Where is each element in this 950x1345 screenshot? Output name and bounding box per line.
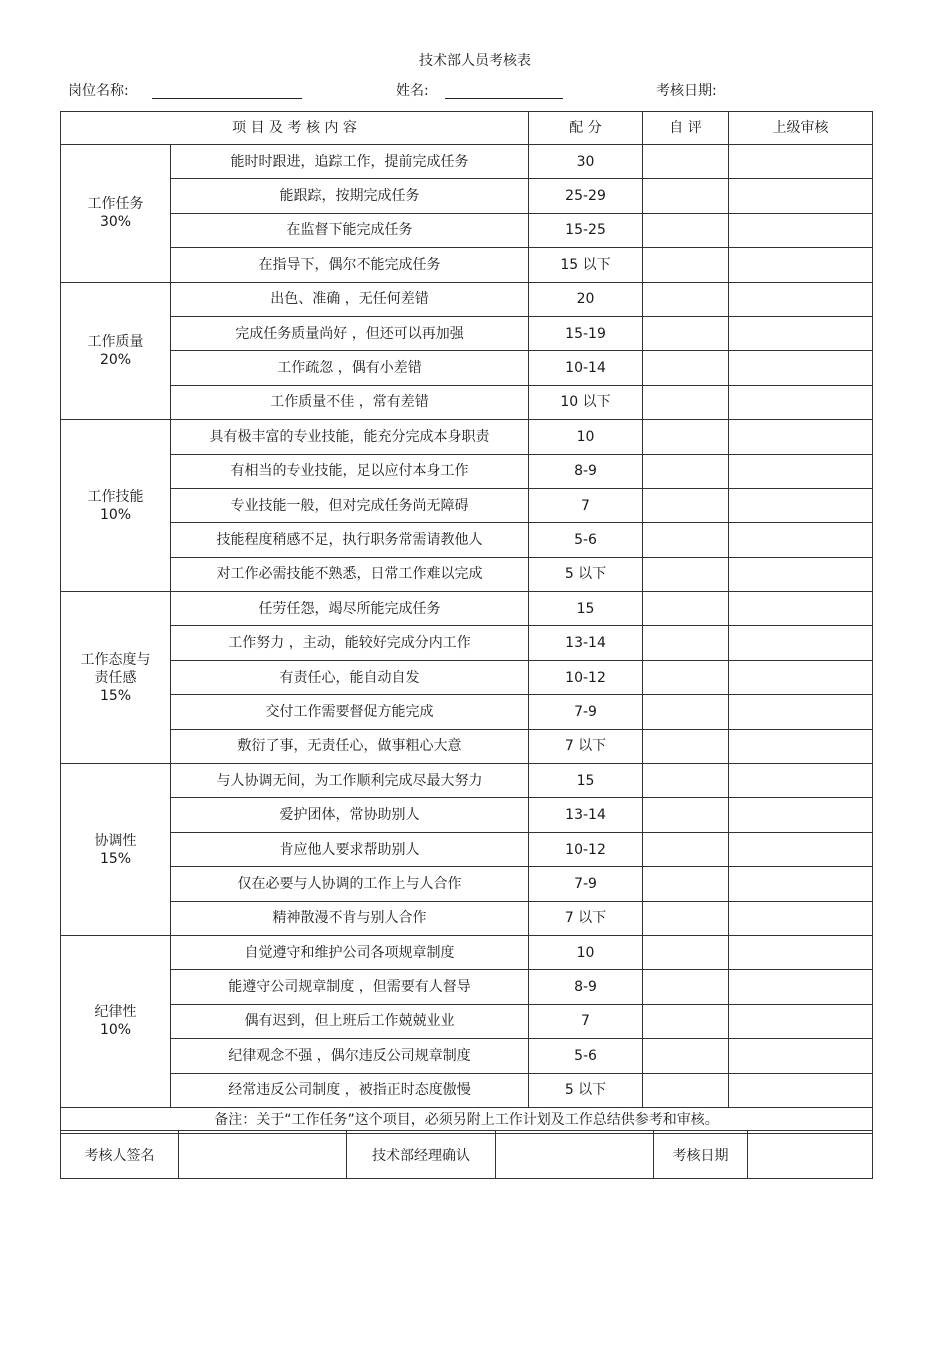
category-name: 工作任务 xyxy=(87,196,144,213)
criterion-description: 纪律观念不强 ，偶尔违反公司规章制度 xyxy=(171,1039,529,1073)
self-assessment-cell[interactable] xyxy=(643,420,729,454)
criterion-description: 工作质量不佳 ，常有差错 xyxy=(171,385,529,419)
self-assessment-cell[interactable] xyxy=(643,592,729,626)
self-assessment-cell[interactable] xyxy=(643,282,729,316)
table-row xyxy=(61,832,873,866)
supervisor-review-cell[interactable] xyxy=(729,385,873,419)
criterion-score: 5-6 xyxy=(529,1039,643,1073)
criterion-description: 敷衍了事，无责任心，做事粗心大意 xyxy=(171,729,529,763)
supervisor-review-cell[interactable] xyxy=(729,179,873,213)
criterion-score: 15 xyxy=(529,764,643,798)
criterion-score: 5-6 xyxy=(529,523,643,557)
signature-table xyxy=(60,1130,873,1179)
supervisor-review-cell[interactable] xyxy=(729,901,873,935)
criterion-score: 7 xyxy=(529,488,643,522)
name-input-line[interactable] xyxy=(445,98,563,99)
category-name-line: 责任感 xyxy=(94,669,137,686)
criterion-score: 25-29 xyxy=(529,179,643,213)
note-text: 备注：关于“工作任务”这个项目，必须另附上工作计划及工作总结供参考和审核。 xyxy=(61,1107,873,1133)
category-name: 工作质量 xyxy=(87,333,144,350)
column-header-score: 配 分 xyxy=(529,112,643,145)
criterion-score: 13-14 xyxy=(529,626,643,660)
category-weight: 10% xyxy=(99,1022,132,1039)
criterion-description: 在指导下，偶尔不能完成任务 xyxy=(171,248,529,282)
supervisor-review-cell[interactable] xyxy=(729,1073,873,1107)
category-name: 工作技能 xyxy=(87,488,144,505)
self-assessment-cell[interactable] xyxy=(643,901,729,935)
criterion-description: 工作疏忽 ，偶有小差错 xyxy=(171,351,529,385)
supervisor-review-cell[interactable] xyxy=(729,282,873,316)
self-assessment-cell[interactable] xyxy=(643,385,729,419)
table-row xyxy=(61,420,873,454)
supervisor-review-cell[interactable] xyxy=(729,660,873,694)
table-row xyxy=(61,179,873,213)
category-weight: 10% xyxy=(99,506,132,523)
criterion-description: 能跟踪，按期完成任务 xyxy=(171,179,529,213)
table-row xyxy=(61,935,873,969)
review-date-field[interactable] xyxy=(748,1131,873,1179)
criterion-score: 10-12 xyxy=(529,832,643,866)
criterion-score: 5 以下 xyxy=(529,1073,643,1107)
table-row xyxy=(61,488,873,522)
category-weight: 20% xyxy=(99,351,132,368)
self-assessment-cell[interactable] xyxy=(643,179,729,213)
supervisor-review-cell[interactable] xyxy=(729,729,873,763)
table-row xyxy=(61,316,873,350)
criterion-description: 完成任务质量尚好 ，但还可以再加强 xyxy=(171,316,529,350)
self-assessment-cell[interactable] xyxy=(643,1073,729,1107)
category-weight: 15% xyxy=(99,687,132,704)
self-assessment-cell[interactable] xyxy=(643,729,729,763)
reviewer-signature-label: 考核人签名 xyxy=(61,1131,179,1179)
criterion-description: 对工作必需技能不熟悉，日常工作难以完成 xyxy=(171,557,529,591)
self-assessment-cell[interactable] xyxy=(643,935,729,969)
criterion-description: 技能程度稍感不足，执行职务常需请教他人 xyxy=(171,523,529,557)
supervisor-review-cell[interactable] xyxy=(729,145,873,179)
table-row xyxy=(61,729,873,763)
self-assessment-cell[interactable] xyxy=(643,351,729,385)
assessment-table xyxy=(60,111,873,1134)
self-assessment-cell[interactable] xyxy=(643,488,729,522)
category-cell xyxy=(61,145,171,283)
column-header-self: 自 评 xyxy=(643,112,729,145)
criterion-score: 8-9 xyxy=(529,970,643,1004)
criterion-description: 肯应他人要求帮助别人 xyxy=(171,832,529,866)
category-name-line: 工作态度与 xyxy=(80,651,151,668)
criterion-description: 有相当的专业技能，足以应付本身工作 xyxy=(171,454,529,488)
criterion-description: 能时时跟进，追踪工作，提前完成任务 xyxy=(171,145,529,179)
table-row xyxy=(61,695,873,729)
table-row xyxy=(61,592,873,626)
self-assessment-cell[interactable] xyxy=(643,1004,729,1038)
self-assessment-cell[interactable] xyxy=(643,832,729,866)
criterion-description: 能遵守公司规章制度 ，但需要有人督导 xyxy=(171,970,529,1004)
table-row xyxy=(61,248,873,282)
table-row xyxy=(61,557,873,591)
criterion-score: 10-14 xyxy=(529,351,643,385)
supervisor-review-cell[interactable] xyxy=(729,420,873,454)
category-cell xyxy=(61,592,171,764)
supervisor-review-cell[interactable] xyxy=(729,351,873,385)
reviewer-signature-field[interactable] xyxy=(179,1131,347,1179)
category-cell xyxy=(61,420,171,592)
criterion-description: 任劳任怨，竭尽所能完成任务 xyxy=(171,592,529,626)
self-assessment-cell[interactable] xyxy=(643,867,729,901)
manager-confirm-field[interactable] xyxy=(496,1131,654,1179)
criterion-description: 仅在必要与人协调的工作上与人合作 xyxy=(171,867,529,901)
criterion-description: 在监督下能完成任务 xyxy=(171,213,529,247)
supervisor-review-cell[interactable] xyxy=(729,832,873,866)
table-row xyxy=(61,351,873,385)
criterion-description: 自觉遵守和维护公司各项规章制度 xyxy=(171,935,529,969)
position-input-line[interactable] xyxy=(152,98,302,99)
self-assessment-cell[interactable] xyxy=(643,145,729,179)
self-assessment-cell[interactable] xyxy=(643,626,729,660)
supervisor-review-cell[interactable] xyxy=(729,970,873,1004)
criterion-description: 经常违反公司制度 ，被指正时态度傲慢 xyxy=(171,1073,529,1107)
page-title: 技术部人员考核表 xyxy=(419,53,531,69)
criterion-score: 20 xyxy=(529,282,643,316)
self-assessment-cell[interactable] xyxy=(643,764,729,798)
criterion-description: 偶有迟到，但上班后工作兢兢业业 xyxy=(171,1004,529,1038)
criterion-description: 爱护团体，常协助别人 xyxy=(171,798,529,832)
manager-confirm-label: 技术部经理确认 xyxy=(347,1131,496,1179)
criterion-score: 15 xyxy=(529,592,643,626)
supervisor-review-cell[interactable] xyxy=(729,316,873,350)
criterion-score: 30 xyxy=(529,145,643,179)
category-weight: 15% xyxy=(99,850,132,867)
criterion-score: 7 xyxy=(529,1004,643,1038)
criterion-score: 5 以下 xyxy=(529,557,643,591)
criterion-description: 与人协调无间，为工作顺利完成尽最大努力 xyxy=(171,764,529,798)
self-assessment-cell[interactable] xyxy=(643,454,729,488)
date-label: 考核日期: xyxy=(656,83,717,99)
table-row xyxy=(61,901,873,935)
supervisor-review-cell[interactable] xyxy=(729,764,873,798)
supervisor-review-cell[interactable] xyxy=(729,626,873,660)
table-row xyxy=(61,970,873,1004)
supervisor-review-cell[interactable] xyxy=(729,1039,873,1073)
category-cell xyxy=(61,282,171,420)
table-row xyxy=(61,213,873,247)
table-row xyxy=(61,454,873,488)
criterion-score: 8-9 xyxy=(529,454,643,488)
self-assessment-cell[interactable] xyxy=(643,970,729,1004)
name-label: 姓名: xyxy=(396,83,429,99)
self-assessment-cell[interactable] xyxy=(643,1039,729,1073)
table-row xyxy=(61,660,873,694)
column-header-review: 上级审核 xyxy=(729,112,873,145)
supervisor-review-cell[interactable] xyxy=(729,798,873,832)
category-name: 协调性 xyxy=(94,832,137,849)
supervisor-review-cell[interactable] xyxy=(729,248,873,282)
table-row xyxy=(61,626,873,660)
supervisor-review-cell[interactable] xyxy=(729,935,873,969)
column-header-item: 项 目 及 考 核 内 容 xyxy=(61,112,529,145)
review-date-label: 考核日期 xyxy=(654,1131,748,1179)
category-name: 纪律性 xyxy=(94,1004,137,1021)
criterion-score: 7 以下 xyxy=(529,901,643,935)
category-cell xyxy=(61,764,171,936)
table-row xyxy=(61,523,873,557)
self-assessment-cell[interactable] xyxy=(643,213,729,247)
criterion-description: 精神散漫不肯与别人合作 xyxy=(171,901,529,935)
table-row xyxy=(61,282,873,316)
table-row xyxy=(61,1073,873,1107)
supervisor-review-cell[interactable] xyxy=(729,592,873,626)
table-header-row xyxy=(61,112,873,145)
criterion-description: 交付工作需要督促方能完成 xyxy=(171,695,529,729)
signature-row xyxy=(61,1131,873,1179)
criterion-score: 10 xyxy=(529,420,643,454)
criterion-score: 10 xyxy=(529,935,643,969)
table-row xyxy=(61,798,873,832)
supervisor-review-cell[interactable] xyxy=(729,695,873,729)
criterion-score: 15 以下 xyxy=(529,248,643,282)
supervisor-review-cell[interactable] xyxy=(729,1004,873,1038)
supervisor-review-cell[interactable] xyxy=(729,867,873,901)
criterion-score: 7-9 xyxy=(529,695,643,729)
criterion-score: 13-14 xyxy=(529,798,643,832)
criterion-description: 专业技能一般，但对完成任务尚无障碍 xyxy=(171,488,529,522)
supervisor-review-cell[interactable] xyxy=(729,523,873,557)
supervisor-review-cell[interactable] xyxy=(729,454,873,488)
criterion-score: 7 以下 xyxy=(529,729,643,763)
self-assessment-cell[interactable] xyxy=(643,695,729,729)
criterion-description: 有责任心，能自动自发 xyxy=(171,660,529,694)
criterion-score: 15-25 xyxy=(529,213,643,247)
criterion-description: 出色、准确 ，无任何差错 xyxy=(171,282,529,316)
self-assessment-cell[interactable] xyxy=(643,523,729,557)
table-row xyxy=(61,1004,873,1038)
table-row xyxy=(61,145,873,179)
criterion-score: 10 以下 xyxy=(529,385,643,419)
category-cell xyxy=(61,935,171,1107)
table-row xyxy=(61,385,873,419)
supervisor-review-cell[interactable] xyxy=(729,557,873,591)
supervisor-review-cell[interactable] xyxy=(729,488,873,522)
self-assessment-cell[interactable] xyxy=(643,557,729,591)
category-weight: 30% xyxy=(99,214,132,231)
self-assessment-cell[interactable] xyxy=(643,248,729,282)
criterion-score: 7-9 xyxy=(529,867,643,901)
table-row xyxy=(61,1039,873,1073)
criterion-score: 15-19 xyxy=(529,316,643,350)
table-row xyxy=(61,867,873,901)
self-assessment-cell[interactable] xyxy=(643,660,729,694)
criterion-description: 具有极丰富的专业技能，能充分完成本身职责 xyxy=(171,420,529,454)
supervisor-review-cell[interactable] xyxy=(729,213,873,247)
self-assessment-cell[interactable] xyxy=(643,316,729,350)
table-row xyxy=(61,764,873,798)
criterion-description: 工作努力 ，主动，能较好完成分内工作 xyxy=(171,626,529,660)
self-assessment-cell[interactable] xyxy=(643,798,729,832)
position-label: 岗位名称: xyxy=(68,83,129,99)
criterion-score: 10-12 xyxy=(529,660,643,694)
